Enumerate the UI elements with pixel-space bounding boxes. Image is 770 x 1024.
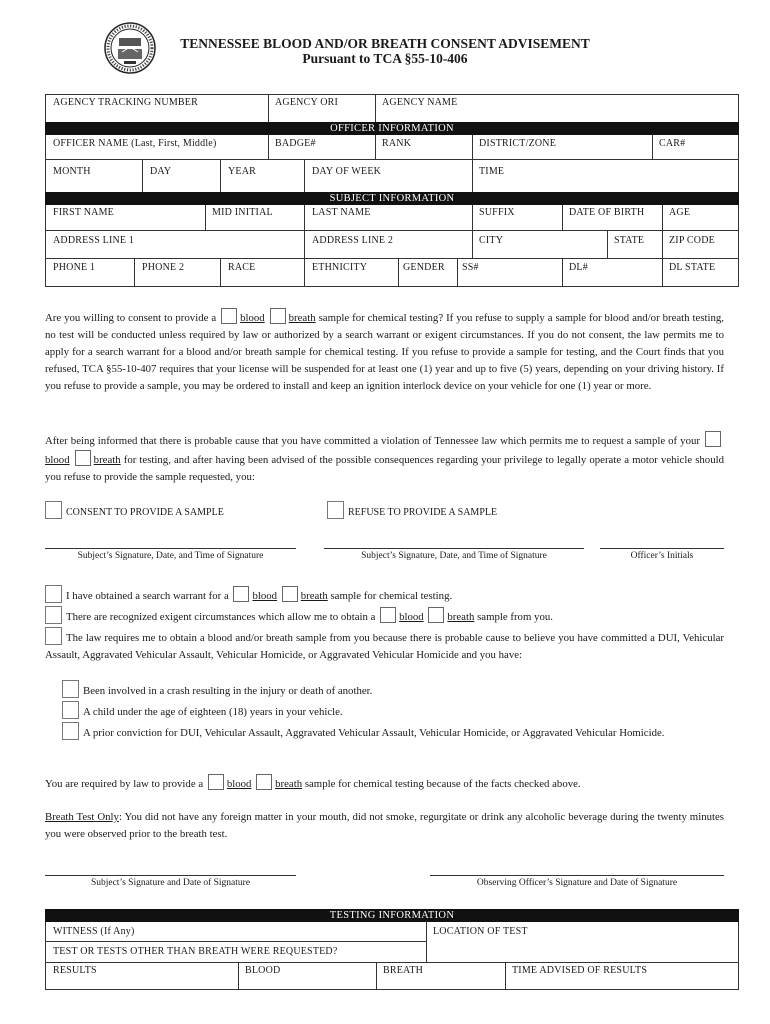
ss-label: SS# [462,262,479,273]
year-label: YEAR [228,166,257,177]
crash-item [62,680,372,698]
warrant-blood-checkbox[interactable] [233,586,249,602]
breath-test-only-paragraph [45,809,724,843]
dl-label: DL# [569,262,588,273]
rank-label: RANK [382,138,412,149]
testing-info-bar: TESTING INFORMATION [45,909,739,922]
officer-initials-line[interactable] [600,548,724,549]
p1-blood-checkbox[interactable] [221,308,237,324]
exigent-text-b: sample from you. [477,611,553,623]
results-label: RESULTS [53,965,97,976]
child-checkbox[interactable] [62,701,79,719]
warrant-blood-word: blood [252,590,278,602]
exigent-breath-word: breath [447,611,475,623]
age-label: AGE [669,207,691,218]
consent-checkbox[interactable] [45,501,62,519]
breath-test-only-text: : You did not have any foreign matter in your mouth, did not smoke, regurgitate or drink any alcoholic beverage during the twenty minutes you were observed prior to the breath test. [45,811,724,840]
child-text: A child under the age of eighteen (18) years in your vehicle. [83,706,343,718]
badge-label: BADGE# [275,138,316,149]
address-line1-label: ADDRESS LINE 1 [53,235,135,246]
day-label: DAY [150,166,172,177]
p1-intro: Are you willing to consent to provide a [45,312,217,324]
p2-breath-checkbox[interactable] [75,450,91,466]
phone2-label: PHONE 2 [142,262,185,273]
required-breath-checkbox[interactable] [256,774,272,790]
observing-officer-signature-line[interactable] [430,875,724,876]
subject-signature-line-b[interactable] [324,548,584,549]
agency-ori-label: AGENCY ORI [275,97,339,108]
p2-blood-checkbox[interactable] [705,431,721,447]
officer-initials-label: Officer’s Initials [630,551,694,561]
required-text-a: You are required by law to provide a [45,778,204,790]
agency-tracking-label: AGENCY TRACKING NUMBER [53,97,198,108]
zip-label: ZIP CODE [669,235,715,246]
breath-result-label: BREATH [383,965,424,976]
prior-text: A prior conviction for DUI, Vehicular Assault, Aggravated Vehicular Assault, Vehicular Homicide, or Aggravated Vehicular Homicide. [83,727,665,739]
subject-info-bar: SUBJECT INFORMATION [45,192,739,205]
required-blood-checkbox[interactable] [208,774,224,790]
officer-info-bar: OFFICER INFORMATION [45,122,739,135]
prior-item [62,722,724,742]
last-name-label: LAST NAME [312,207,371,218]
p1-breath-word: breath [288,312,316,324]
dob-label: DATE OF BIRTH [569,207,645,218]
warrant-text-b: sample for chemical testing. [330,590,453,602]
day-of-week-label: DAY OF WEEK [312,166,382,177]
state-label: STATE [614,235,645,246]
probable-cause-paragraph [45,431,724,486]
race-label: RACE [228,262,256,273]
subject-signature-label-b: Subject’s Signature, Date, and Time of Signature [361,551,547,561]
consent-paragraph [45,308,724,395]
ethnicity-label: ETHNICITY [312,262,368,273]
breath-test-only-label: Breath Test Only [45,811,119,823]
gender-label: GENDER [403,262,445,273]
witness-label: WITNESS (If Any) [53,926,135,937]
city-label: CITY [479,235,504,246]
dl-state-label: DL STATE [669,262,716,273]
required-blood-word: blood [226,778,252,790]
subject-signature-label-2: Subject’s Signature and Date of Signature [90,878,251,888]
exigent-checkbox[interactable] [45,606,62,624]
child-item [62,701,343,719]
p2-body: for testing, and after having been advised of the possible consequences regarding your privilege to legally operate a motor vehicle should you refuse to provide the sample requested, you: [45,454,724,483]
form-title: TENNESSEE BLOOD AND/OR BREATH CONSENT ADVISEMENT [180,36,590,51]
refuse-option [327,501,497,519]
exigent-blood-checkbox[interactable] [380,607,396,623]
exigent-item [45,606,553,624]
law-requires-checkbox[interactable] [45,627,62,645]
district-label: DISTRICT/ZONE [479,138,557,149]
p1-breath-checkbox[interactable] [270,308,286,324]
subject-signature-line-a[interactable] [45,548,296,549]
exigent-breath-checkbox[interactable] [428,607,444,623]
prior-checkbox[interactable] [62,722,79,740]
location-label: LOCATION OF TEST [433,926,528,937]
required-breath-word: breath [275,778,303,790]
required-text-b: sample for chemical testing because of the facts checked above. [304,778,581,790]
crash-text: Been involved in a crash resulting in the injury or death of another. [83,685,373,697]
time-advised-label: TIME ADVISED OF RESULTS [512,965,648,976]
subject-signature-label-a: Subject’s Signature, Date, and Time of Signature [77,551,264,561]
consent-option [45,501,224,519]
time-label: TIME [479,166,505,177]
subject-signature-line-2[interactable] [45,875,296,876]
warrant-checkbox[interactable] [45,585,62,603]
first-name-label: FIRST NAME [53,207,114,218]
warrant-item [45,585,452,603]
blood-result-label: BLOOD [245,965,281,976]
mid-initial-label: MID INITIAL [212,207,273,218]
law-requires-item [45,627,724,664]
suffix-label: SUFFIX [479,207,515,218]
required-statement [45,774,581,790]
refuse-label: REFUSE TO PROVIDE A SAMPLE [348,507,498,518]
observing-officer-signature-label: Observing Officer’s Signature and Date of Signature [476,878,678,888]
car-label: CAR# [659,138,686,149]
address-line2-label: ADDRESS LINE 2 [312,235,394,246]
crash-checkbox[interactable] [62,680,79,698]
p2-blood-word: blood [45,454,70,466]
p2-breath-word: breath [93,454,121,466]
warrant-breath-word: breath [300,590,328,602]
form-subtitle: Pursuant to TCA §55-10-406 [302,51,468,66]
p1-body: sample for chemical testing? If you refuse to supply a sample for blood and/or breath testing, no test will be conducted unless required by law or authorized by a search warrant or exigent circumstances. If you do not consent, the law permits me to apply for a search warrant for a blood and/or breath sample for chemical testing. If you refuse to provide a sample for testing, and the Court finds that you refused, TCA §55-10-407 requires that your license will be suspended for at least one (1) year and up to five (5) years, depending on your driving history. If you refuse to provide a sample, you may be ordered to install and keep an ignition interlock device on your vehicle for one (1) year or more. [45,312,725,392]
refuse-checkbox[interactable] [327,501,344,519]
p1-blood-word: blood [240,312,265,324]
exigent-text-a: There are recognized exigent circumstances which allow me to obtain a [66,611,376,623]
warrant-text-a: I have obtained a search warrant for a [66,590,229,602]
month-label: MONTH [53,166,91,177]
warrant-breath-checkbox[interactable] [282,586,298,602]
agency-name-label: AGENCY NAME [382,97,458,108]
phone1-label: PHONE 1 [53,262,96,273]
consent-label: CONSENT TO PROVIDE A SAMPLE [66,507,224,518]
p2-intro: After being informed that there is probable cause that you have committed a violation of Tennessee law which permits me to request a sample of your [45,435,700,447]
law-requires-text: The law requires me to obtain a blood and/or breath sample from you because there is probable cause to believe you have committed a DUI, Vehicular Assault, Aggravated Vehicular Assault, Vehicular Homicide, or Aggravated Vehicular Homicide and you have: [45,632,724,661]
other-tests-label: TEST OR TESTS OTHER THAN BREATH WERE REQUESTED? [53,946,338,957]
officer-name-label: OFFICER NAME (Last, First, Middle) [53,138,217,149]
exigent-blood-word: blood [399,611,424,623]
